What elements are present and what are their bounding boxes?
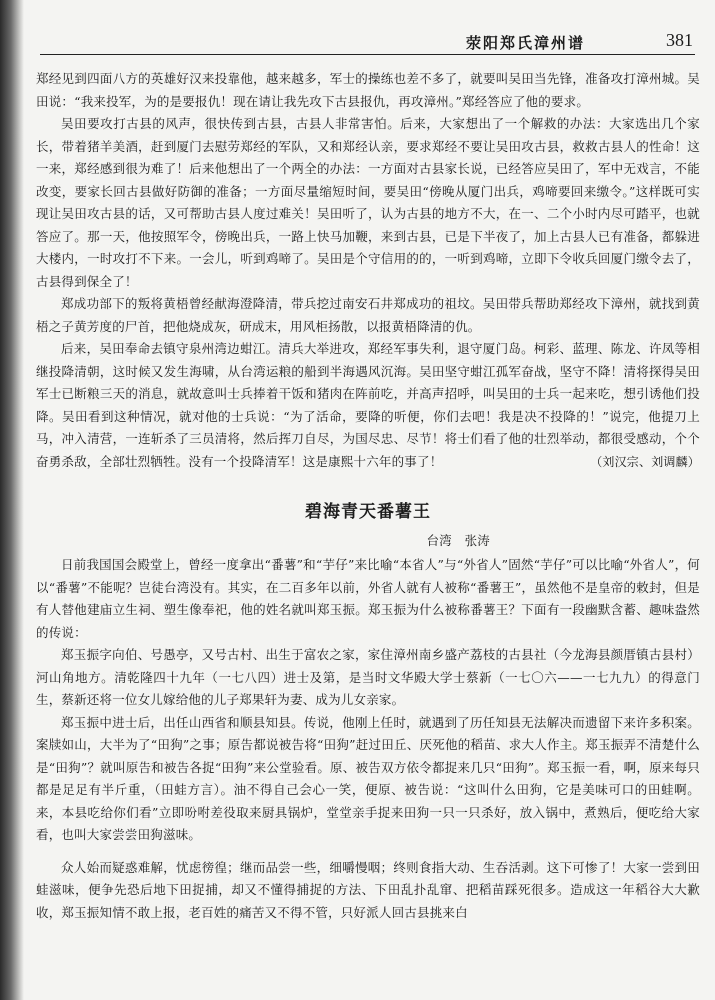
paragraph: 后来，吴田奉命去镇守泉州湾边蚶江。清兵大举进攻，郑经军事失利，退守厦门岛。柯彩、蓝理、陈龙、许凤等相继投降清朝，这时候又发生海啸，从台湾运粮的船到半海遇风沉海。吴田坚守蚶江孤军奋战，坚守不降！清将探得吴田军士已断粮三天的消息，就故意叫士兵捧着干饭和猪肉在阵前吃，并高声招呼，叫吴田的士兵一起来吃，想引诱他们投降。吴田看到这种情况，就对他的士兵说：“为了活命，要降的听便，你们去吧！我是决不投降的！”说完，他提刀上马，冲入清营，一连斩杀了三员清将，然后挥刀自尽，为国尽忠、尽节！将士们看了他的壮烈举动，都很受感动，个个奋勇杀敌，全部壮烈牺牲。没有一个投降清军！这是康熙十六年的事了！ — [36, 341, 700, 469]
paragraph: 日前我国国会殿堂上，曾经一度拿出“番薯”和“芋仔”来比喻“本省人”与“外省人”固然“芋仔”可以比喻“外省人”，何以“番薯”不能呢？岂徒台湾没有。其实，在二百多年以前，外省人就有人被称“番薯王”，虽然他不是皇帝的敕封，但是有人替他建庙立生祠、塑生像奉祀，他的姓名就叫郑玉振。郑玉振为什么被称番薯王？下面有一段幽默含蓄、趣味盎然的传说： — [36, 557, 700, 640]
paragraph: 众人始而疑惑难解，忧虑徬徨；继而品尝一些，细嚼慢咽；终则食指大动、生吞活剥。这下可惨了！大家一尝到田蛙滋味，便争先恐后地下田捉捕，却又不懂得捕捉的方法、下田乱扑乱窜、把稻苗踩死很多。造成这一年稻谷大大歉收，郑玉振知情不敢上报，老百姓的痛苦又不得不管，只好派人回古县挑来白 — [36, 859, 700, 920]
paragraph: 郑玉振中进士后，出任山西省和顺县知县。传说，他刚上任时，就遇到了历任知县无法解决而遗留下来许多积案。案牍如山，大半为了“田狗”之事；原告都说被告将“田狗”赶过田丘、厌死他的稻苗、求大人作主。郑玉振弄不清楚什么是“田狗”？就叫原告和被告各捉“田狗”来公堂验看。原、被告双方依令都捉来几只“田狗”。郑玉振一看，啊，原来每只都是足足有半斤重，（田蛙方言）。油不得自己会心一笑，便原、被告说：“这叫什么田狗，它是美味可口的田蛙啊。来，本县吃给你们看”立即吩咐差役取来厨具锅炉，堂堂亲手捉来田狗一只一只杀好，放入锅中，煮熟后，便吃给大家看，也叫大家尝尝田狗滋味。 — [36, 714, 700, 842]
paragraph: 吴田要攻打古县的风声，很快传到古县，古县人非常害怕。后来，大家想出了一个解救的办法：大家选出几个家长，带着猪羊美酒，赶到厦门去慰劳郑经的军队，又和郑经认亲，要求郑经不要让吴田攻古县，救救古县人的性命！这一来，郑经感到很为难了！后来他想出了一个两全的办法：一方面对古县家长说，已经答应吴田了，军中无戏言，不能改变，要家长回古县做好防御的准备；一方面尽量缩短时间，要吴田“傍晚从厦门出兵，鸡啼要回来缴令。”这样既可实现让吴田攻古县的话，又可帮助古县人度过难关！吴田听了，认为古县的地方不大，在一、二个小时内尽可踏平，也就答应了。那一天，他按照军令，傍晚出兵，一路上快马加鞭，来到古县，已是下半夜了，加上古县人已有准备，都躲进大楼内，一时攻打不下来。一会儿，听到鸡啼了。吴田是个守信用的的，一听到鸡啼，立即下令收兵回厦门缴令去了，古县得到保全了！ — [36, 116, 700, 289]
page-body — [36, 68, 700, 924]
running-title: 荥阳郑氏漳州谱 — [465, 34, 585, 52]
paragraph: 郑经见到四面八方的英雄好汉来投靠他，越来越多，军士的操练也差不多了，就要叫吴田当先锋，准备攻打漳州城。吴田说：“我来投军，为的是要报仇！现在请让我先攻下古县报仇，再攻漳州。”郑经答应了他的要求。 — [36, 71, 700, 109]
story-attribution: （刘汉宗、刘调麟） — [590, 454, 700, 469]
paragraph-gap — [36, 847, 700, 857]
page-header — [40, 30, 695, 55]
page-number: 381 — [666, 30, 693, 50]
paragraph: 郑成功部下的叛将黄梧曾经献海澄降清，带兵挖过南安石井郑成功的祖坟。吴田带兵帮助郑经攻下漳州，就找到黄梧之子黄芳度的尸首，把他烧成灰，研成末，用风柜扬散，以报黄梧降清的仇。 — [36, 296, 700, 334]
author-byline: 台湾 张涛 — [426, 532, 490, 548]
section-title: 碧海青天番薯王 — [305, 502, 431, 522]
binding-shadow — [0, 0, 24, 1000]
paragraph: 郑玉振字向伯、号愚亭，又号古村、出生于富农之家，家住漳州南乡盛产荔枝的古县社（今龙海县颜厝镇古县村）河山角地方。清乾隆四十九年（一七八四）进士及第，是当时文华殿大学士蔡新（一七〇六——一七九九）的得意门生，蔡新还将一位女儿嫁给他的儿子郑果轩为妻、成为儿女亲家。 — [36, 647, 700, 707]
